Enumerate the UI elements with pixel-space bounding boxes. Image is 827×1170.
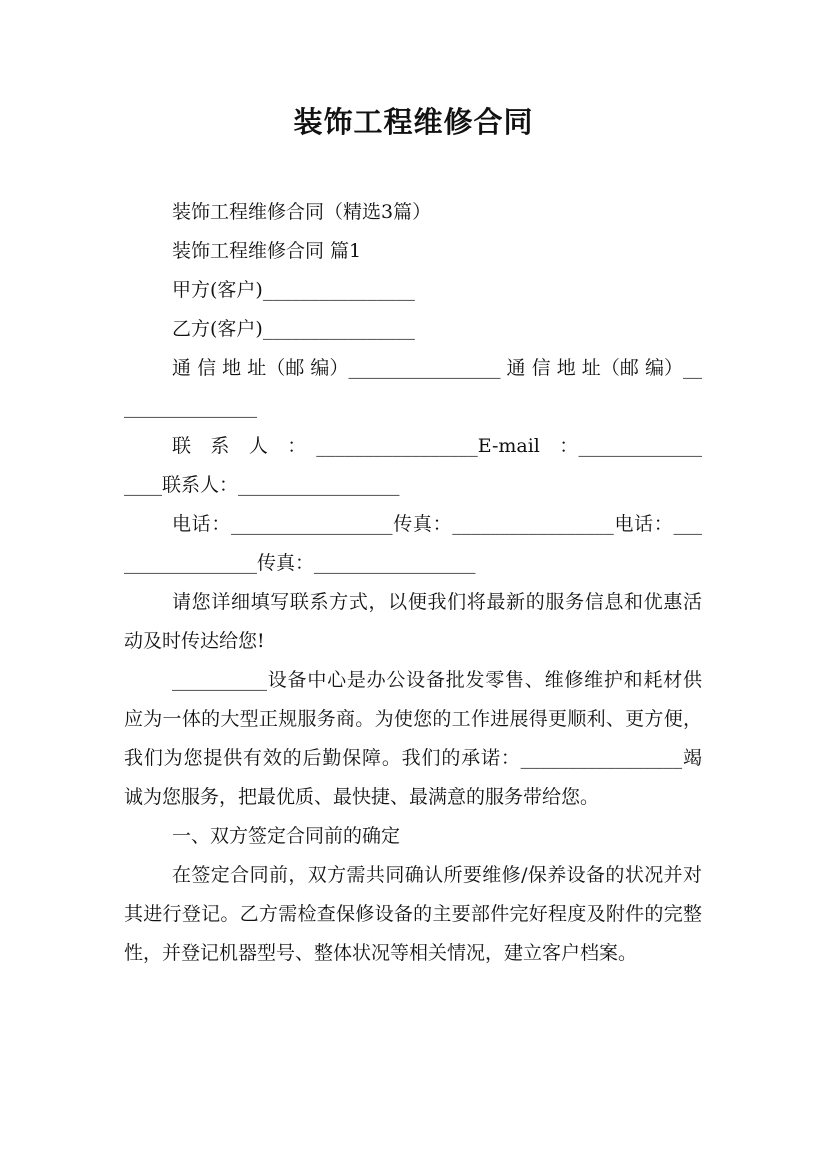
paragraph-service-center: __________设备中心是办公设备批发零售、维修维护和耗材供应为一体的大型正规服务商。为使您的工作进展得更顺利、更方便，我们为您提供有效的后勤保障。我们的承诺：_________________竭诚为您服务，把最优质、最快捷、最满意的服务带给您。 [124, 669, 702, 808]
party-b-field: 乙方(客户)________________ [172, 318, 415, 340]
contact-fields: 联 系 人 ： _________________E-mail ：_________________联系人：_________________ [124, 435, 702, 496]
party-a-field: 甲方(客户)________________ [172, 279, 415, 301]
paragraph-request: 请您详细填写联系方式，以便我们将最新的服务信息和优惠活动及时传达给您! [124, 591, 702, 652]
document-body [124, 193, 702, 973]
document-title: 装饰工程维修合同 [293, 105, 534, 139]
address-fields: 通 信 地 址（邮 编）________________ 通 信 地 址（邮 编）________________ [124, 357, 702, 418]
paragraph-pre-contract: 在签定合同前，双方需共同确认所要维修/保养设备的状况并对其进行登记。乙方需检查保修设备的主要部件完好程度及附件的完整性，并登记机器型号、整体状况等相关情况，建立客户档案。 [124, 864, 702, 964]
section-heading-1: 一、双方签定合同前的确定 [172, 825, 401, 847]
paragraph-collection-heading: 装饰工程维修合同（精选3篇） [172, 201, 432, 223]
phone-fax-fields: 电话：_________________传真：_________________电话：_________________传真：_________________ [124, 513, 702, 574]
paragraph-section-heading: 装饰工程维修合同 篇1 [172, 240, 362, 262]
